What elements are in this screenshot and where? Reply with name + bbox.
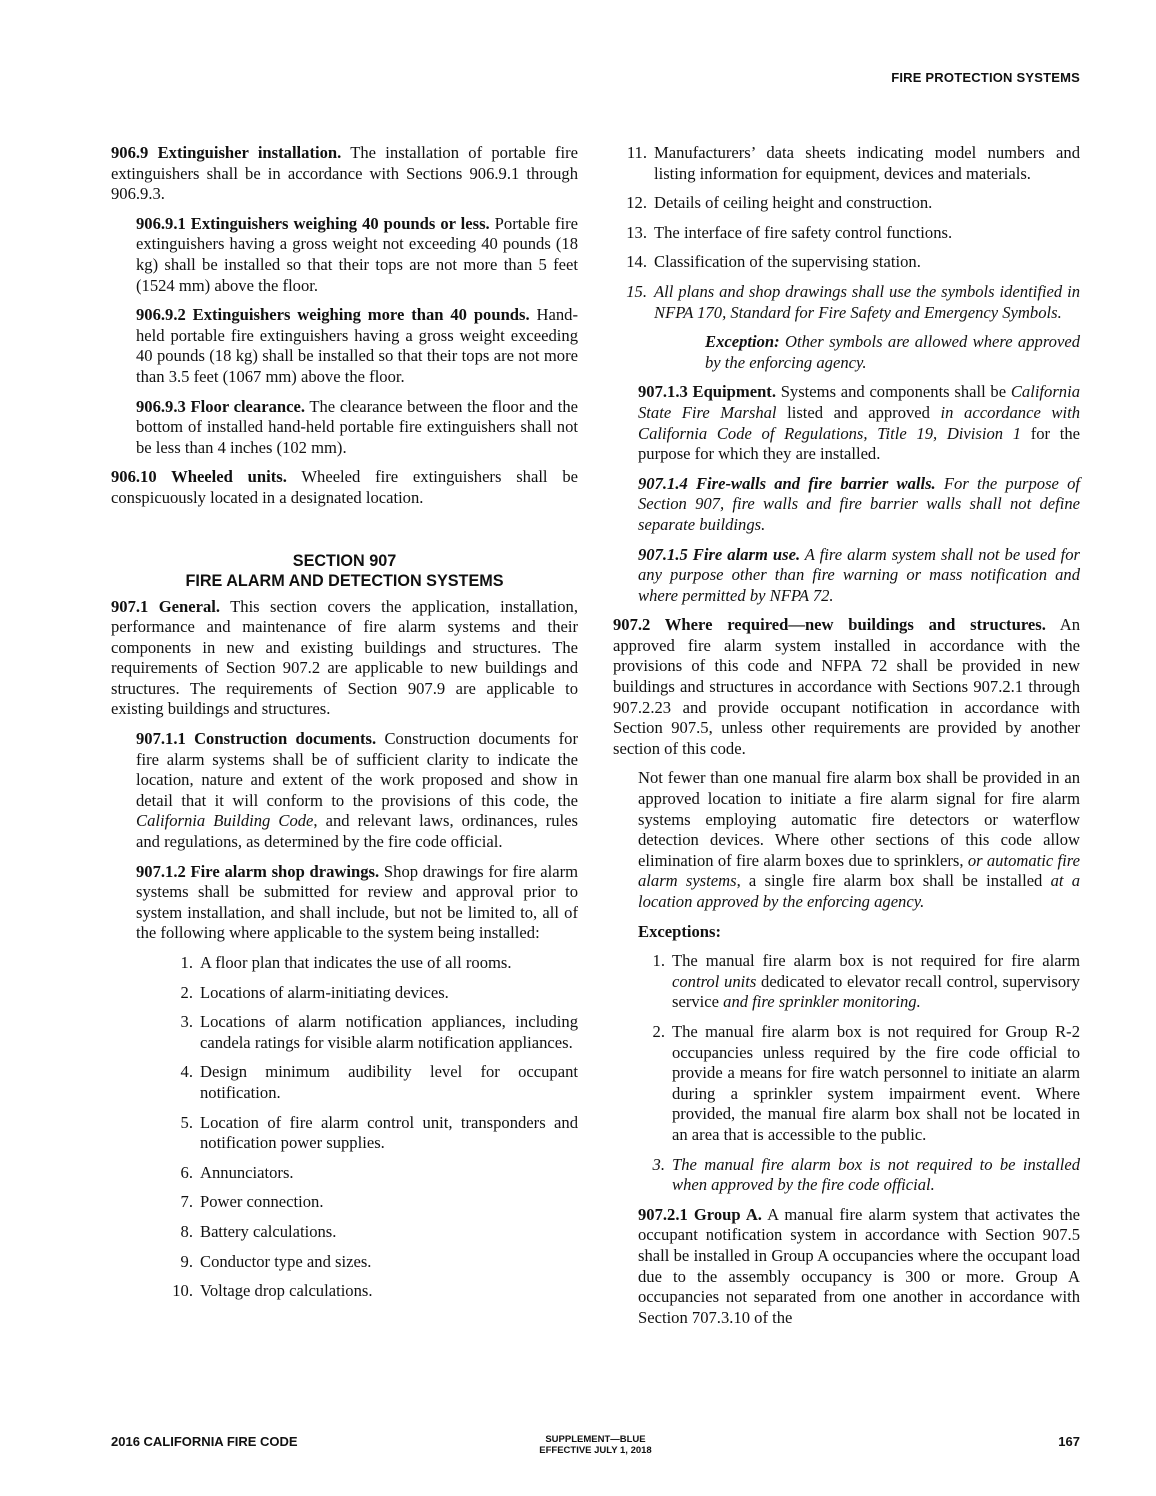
list-number: 8.	[180, 1221, 193, 1241]
body-text: An approved fire alarm system installed in accordance with the provisions of this code and NFPA 72 shall be provided in new buildings and structures in accordance with Sections 907.2.1 through 907.2.23 and provide occupant notification in accordance with Section 907.5, unless other requirements are provided by another section of this code.	[613, 615, 1080, 758]
exceptions-list	[613, 951, 1080, 1196]
heading: 907.1.2 Fire alarm shop drawings.	[136, 861, 380, 881]
list-number: 4.	[180, 1062, 193, 1082]
section-907-1-3	[613, 382, 1080, 464]
body-text: This section covers the application, installation, performance and maintenance of fire alarm systems and their components in new and existing buildings and structures. The requirements of Section 907.2 are applicable to new buildings and structures. The requirements of Section 907.9 are applicable to existing buildings and structures.	[111, 596, 578, 719]
body-text: A manual fire alarm system that activates the occupant notification system in accordance with Section 907.5 shall be installed in Group A occupancies where the occupant load due to the assembly occupancy is 300 or more. Group A occupancies not separated from one another in accordance with Section 707.3.10 of the	[638, 1204, 1080, 1327]
section-name: FIRE ALARM AND DETECTION SYSTEMS	[185, 571, 504, 590]
list-number: 1.	[652, 951, 665, 971]
heading: 906.9.3 Floor clearance.	[136, 396, 305, 416]
section-907-1-4	[613, 474, 1080, 536]
heading: 907.1.5 Fire alarm use.	[638, 544, 801, 564]
list-item	[159, 1192, 578, 1213]
body-text: Other symbols are allowed where approved by the enforcing agency.	[705, 332, 1080, 372]
body-text: Shop drawings for fire alarm systems shall be submitted for review and approval prior to system installation, and shall include, but not be limited to, all of the following where applicable to the system being installed:	[136, 861, 579, 943]
list-number: 5.	[180, 1112, 193, 1132]
list-number: 2.	[180, 982, 193, 1002]
section-907-2	[613, 615, 1080, 759]
shop-drawing-list	[111, 953, 578, 1302]
section-907-2-paragraph	[613, 768, 1080, 912]
list-item	[613, 193, 1080, 214]
list-item	[159, 1163, 578, 1184]
section-906-9-2	[111, 305, 578, 387]
list-item	[159, 1012, 578, 1053]
list-number: 12.	[626, 193, 647, 213]
list-text: Voltage drop calculations.	[200, 1281, 373, 1301]
list-item	[159, 1252, 578, 1273]
body-text: listed and approved	[776, 402, 941, 422]
section-907-2-1	[613, 1205, 1080, 1329]
section-number: SECTION 907	[292, 551, 397, 570]
page-footer	[111, 1432, 1080, 1472]
list-item	[159, 1222, 578, 1243]
list-item	[159, 1281, 578, 1302]
list-number: 3.	[180, 1012, 193, 1032]
running-header: FIRE PROTECTION SYSTEMS	[891, 70, 1080, 85]
page-number: 167	[1058, 1434, 1080, 1449]
heading: 907.1 General.	[111, 596, 221, 616]
list-text: The manual fire alarm box is not required to be installed when approved by the fire code official.	[672, 1154, 1080, 1195]
body-text: Not fewer than one manual fire alarm box shall be provided in an approved location to initiate a fire alarm signal for fire alarm systems employing automatic fire detectors or waterflow detection devices. Where other sections of this code allow elimination of fire alarm boxes due to sprinklers,	[638, 768, 1080, 870]
heading: 907.1.3 Equipment.	[638, 382, 776, 402]
list-text: The interface of fire safety control functions.	[654, 222, 953, 242]
list-item	[613, 223, 1080, 244]
list-text: Design minimum audibility level for occupant notification.	[200, 1062, 578, 1102]
list-item	[613, 282, 1080, 323]
list-number: 1.	[180, 953, 193, 972]
list-text: Location of fire alarm control unit, transponders and notification power supplies.	[200, 1112, 578, 1153]
section-906-9-3	[111, 397, 578, 459]
body-text: Systems and components shall be	[775, 382, 1011, 402]
body-text: Hand-held portable fire extinguishers having a gross weight exceeding 40 pounds (18 kg) shall be installed so that their tops are not more than 3.5 feet (1067 mm) above the floor.	[136, 305, 578, 386]
section-906-9-1	[111, 214, 578, 296]
list-text: All plans and shop drawings shall use the symbols identified in NFPA 170, Standard for Fire Safety and Emergency Symbols.	[654, 281, 1080, 322]
body-text: for the purpose for which they are installed.	[638, 423, 1081, 464]
heading: 906.9 Extinguisher installation.	[111, 143, 342, 162]
italic-text: or automatic fire alarm systems	[638, 850, 1080, 891]
section-907-1	[111, 597, 578, 721]
body-text: For the purpose of Section 907, fire walls and fire barrier walls shall not define separate buildings.	[638, 473, 1080, 534]
list-item	[631, 951, 1080, 1013]
list-item	[631, 1022, 1080, 1146]
body-text: dedicated to elevator recall control, supervisory service	[672, 971, 1080, 1012]
section-907-1-5	[613, 545, 1080, 607]
body-text: Portable fire extinguishers having a gross weight not exceeding 40 pounds (18 kg) shall be installed so that their tops are not more than 5 feet (1524 mm) above the floor.	[136, 213, 578, 295]
list-number: 10.	[172, 1281, 193, 1301]
list-text: Manufacturers’ data sheets indicating model numbers and listing information for equipment, devices and materials.	[654, 143, 1080, 183]
italic-text: control units	[672, 971, 757, 991]
list-text: Classification of the supervising station.	[654, 252, 921, 272]
section-906-9	[111, 143, 578, 205]
heading: 906.9.2 Extinguishers weighing more than 40 pounds.	[136, 305, 530, 325]
list-item	[159, 1062, 578, 1103]
list-item	[159, 983, 578, 1004]
footer-supplement	[111, 1434, 1080, 1456]
section-907-1-2	[111, 862, 578, 944]
body-text: The manual fire alarm box is not required for fire alarm	[672, 951, 1080, 971]
effective-date: EFFECTIVE JULY 1, 2018	[539, 1445, 652, 1456]
list-text: Battery calculations.	[200, 1221, 337, 1241]
section-title	[111, 551, 578, 591]
body-text: Construction documents for fire alarm systems shall be of sufficient clarity to indicate the location, nature and extent of the work proposed and show in detail that it will conform to the provisions of this code, the	[136, 729, 579, 810]
list-item	[631, 1155, 1080, 1196]
list-item	[613, 252, 1080, 273]
list-number: 15.	[626, 281, 647, 301]
list-number: 3.	[652, 1154, 665, 1174]
list-text	[672, 951, 1080, 1013]
italic-text: at a location approved by the enforcing agency.	[638, 871, 1080, 911]
book-title: California Building Code	[136, 811, 314, 831]
list-text: Power connection.	[200, 1192, 324, 1212]
heading: 906.10 Wheeled units.	[111, 467, 287, 487]
exceptions-heading: Exceptions:	[638, 921, 721, 941]
regulation-ref: in accordance with California Code of Regulations, Title 19, Division 1	[638, 402, 1080, 443]
footer-code-title: 2016 CALIFORNIA FIRE CODE	[111, 1434, 298, 1449]
list-number: 13.	[626, 222, 647, 242]
left-column	[111, 143, 578, 1311]
exception-label: Exception:	[705, 332, 780, 352]
list-number: 7.	[180, 1192, 193, 1212]
heading: 907.2 Where required—new buildings and structures.	[613, 615, 1046, 635]
supplement-label: SUPPLEMENT—BLUE	[545, 1434, 646, 1445]
list-number: 9.	[180, 1251, 193, 1271]
body-text: , a single fire alarm box shall be installed	[736, 871, 1051, 891]
list-text: The manual fire alarm box is not required for Group R-2 occupancies unless required by the fire code official to provide a means for fire watch personnel to initiate an alarm during a sprinkler system impairment event. Where provided, the manual fire alarm box shall not be located in an area that is accessible to the public.	[672, 1021, 1080, 1144]
exception-symbols	[613, 332, 1080, 373]
body-text: A fire alarm system shall not be used for any purpose other than fire warning or mass notification and where permitted by NFPA 72.	[638, 544, 1080, 605]
body-text: The installation of portable fire extinguishers shall be in accordance with Sections 906.9.1 through 906.9.3.	[111, 143, 579, 204]
list-text: Annunciators.	[200, 1162, 294, 1182]
heading: 907.1.4 Fire-walls and fire barrier walls.	[638, 473, 936, 493]
right-column	[613, 143, 1080, 1337]
body-text: Wheeled fire extinguishers shall be conspicuously located in a designated location.	[111, 467, 578, 507]
heading: 906.9.1 Extinguishers weighing 40 pounds or less.	[136, 213, 490, 233]
body-text: The clearance between the floor and the bottom of installed hand-held portable fire extinguishers shall not be less than 4 inches (102 mm).	[136, 396, 579, 457]
list-number: 2.	[652, 1021, 665, 1041]
list-item	[159, 953, 578, 974]
list-text: Conductor type and sizes.	[200, 1251, 372, 1271]
section-906-10	[111, 467, 578, 508]
list-text: A floor plan that indicates the use of all rooms.	[200, 953, 512, 972]
list-text: Locations of alarm notification appliances, including candela ratings for visible alarm notification appliances.	[200, 1012, 578, 1052]
heading: 907.1.1 Construction documents.	[136, 729, 377, 749]
list-item	[613, 143, 1080, 184]
shop-drawing-list-continued	[571, 143, 1080, 323]
section-907-1-1	[111, 729, 578, 853]
list-item	[159, 1113, 578, 1154]
body-text: , and relevant laws, ordinances, rules and regulations, as determined by the fire code official.	[136, 811, 578, 852]
list-text: Locations of alarm-initiating devices.	[200, 982, 449, 1002]
list-number: 11.	[626, 143, 647, 162]
heading: 907.2.1 Group A.	[638, 1204, 762, 1224]
list-number: 6.	[180, 1162, 193, 1182]
list-text: Details of ceiling height and construction.	[654, 193, 933, 213]
italic-text: and fire sprinkler monitoring.	[723, 992, 921, 1012]
list-number: 14.	[626, 252, 647, 272]
agency-name: California State Fire Marshal	[638, 382, 1080, 422]
